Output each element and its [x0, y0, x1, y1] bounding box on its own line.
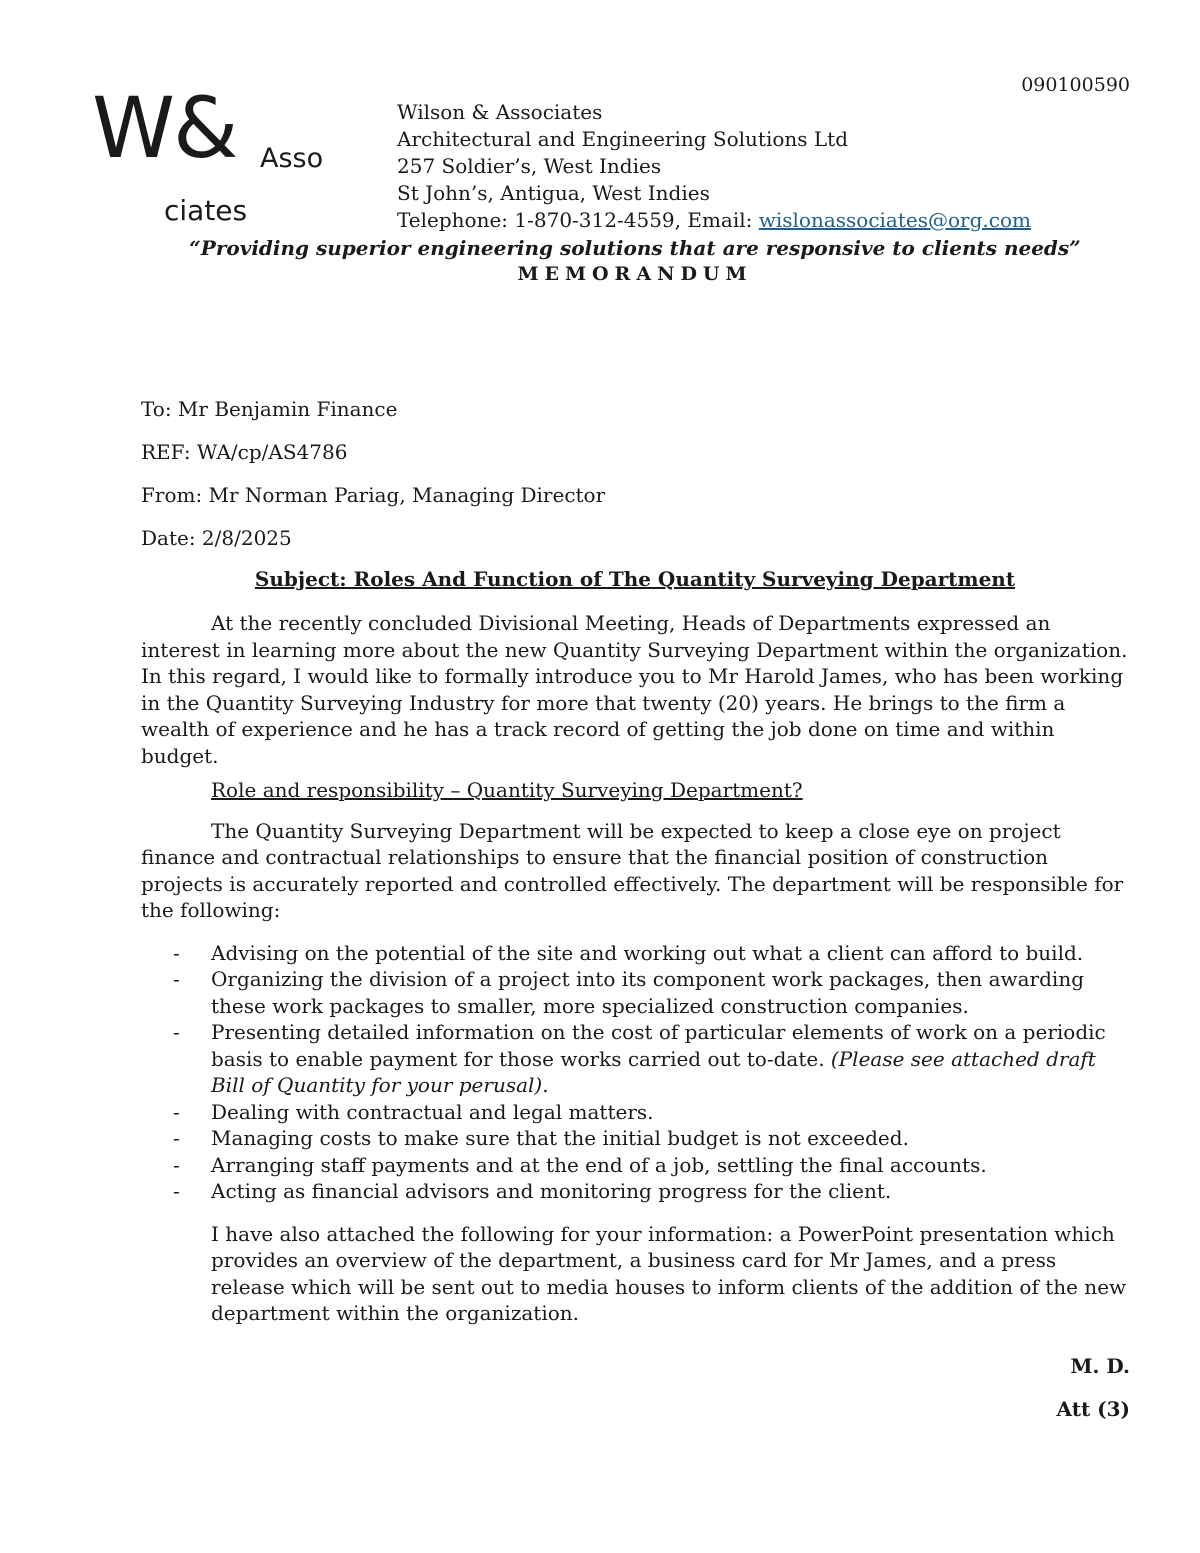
company-letterhead [397, 99, 1031, 234]
memo-title: MEMORANDUM [517, 263, 753, 285]
list-item: - Managing costs to make sure that the initial budget is not exceeded. [173, 1126, 909, 1150]
logo-text-asso: Asso [260, 143, 324, 174]
closing-paragraph: I have also attached the following for your information: a PowerPoint presentation which provides an overview of the department, a business card for Mr James, and a press release which will be sent out to media houses to inform clients of the addition of the new department within the organization. [211, 1221, 1127, 1325]
bullet-dash: - [173, 1179, 180, 1203]
list-item: - Advising on the potential of the site and working out what a client can afford to build. [173, 940, 1084, 965]
list-item: - Acting as financial advisors and monitoring progress for the client. [173, 1179, 892, 1203]
list-item: - Dealing with contractual and legal matters. [173, 1099, 654, 1124]
responsibilities-paragraph: The Quantity Surveying Department will be expected to keep a close eye on project finance and contractual relationships to ensure that the financial position of construction projects is accurately reported and controlled effectively. The department will be responsible for the following: [141, 818, 1124, 922]
contact-prefix: Telephone: 1-870-312-4559, Email: [397, 208, 759, 232]
company-tagline: “Providing superior engineering solutions that are responsive to clients needs” [189, 236, 1081, 260]
address-line-1: 257 Soldier’s, West Indies [397, 154, 662, 178]
memo-body [141, 610, 1131, 1327]
contact-line [397, 207, 1031, 234]
ref-field: REF: WA/cp/AS4786 [141, 440, 348, 464]
company-name: Wilson & Associates [397, 100, 603, 124]
signature-block [1057, 1354, 1130, 1440]
bullet-dash: - [173, 1126, 180, 1150]
company-logo [92, 79, 362, 236]
logo-text-ciates: ciates [164, 194, 248, 227]
company-subtitle: Architectural and Engineering Solutions Ltd [397, 127, 849, 151]
signature-initials: M. D. [1070, 1354, 1130, 1378]
document-number: 090100590 [1021, 74, 1130, 96]
bullet-dash: - [173, 1152, 180, 1177]
bullet-dash: - [173, 967, 180, 991]
address-line-2: St John’s, Antigua, West Indies [397, 181, 710, 205]
list-item: - Arranging staff payments and at the end of a job, settling the final accounts. [173, 1152, 987, 1177]
email-link[interactable]: wislonassociates@org.com [758, 208, 1031, 232]
list-item: - Presenting detailed information on the cost of particular elements of work on a periodic basis to enable payment for those works carried out to-date. (Please see attached draft Bill of Quantity for your perusal). [173, 1020, 1106, 1097]
bullet-dash: - [173, 1099, 180, 1124]
attachments-count: Att (3) [1056, 1397, 1130, 1421]
from-field: From: Mr Norman Pariag, Managing Director [141, 483, 606, 507]
date-field: Date: 2/8/2025 [141, 526, 292, 550]
attachment-note: (Please see attached draft Bill of Quantity for your perusal) [211, 1046, 1096, 1097]
subject-line: Subject: Roles And Function of The Quantity Surveying Department [254, 567, 1016, 591]
bullet-dash: - [173, 1020, 180, 1044]
to-field: To: Mr Benjamin Finance [141, 397, 398, 421]
intro-paragraph: At the recently concluded Divisional Meeting, Heads of Departments expressed an interest in learning more about the new Quantity Surveying Department within the organization. In this regard, I would like to formally introduce you to Mr Harold James, who has been working in the Quantity Surveying Industry for more that twenty (20) years. He brings to the firm a wealth of experience and he has a track record of getting the job done on time and within budget. [141, 611, 1128, 768]
memo-header-fields [141, 397, 605, 569]
list-item: - Organizing the division of a project into its component work packages, then awarding these work packages to smaller, more specialized construction companies. [173, 967, 1084, 1018]
role-heading: Role and responsibility – Quantity Surveying Department? [211, 778, 803, 802]
responsibilities-list [141, 940, 1131, 1205]
bullet-dash: - [173, 940, 180, 965]
logo-monogram: W& [92, 79, 237, 177]
